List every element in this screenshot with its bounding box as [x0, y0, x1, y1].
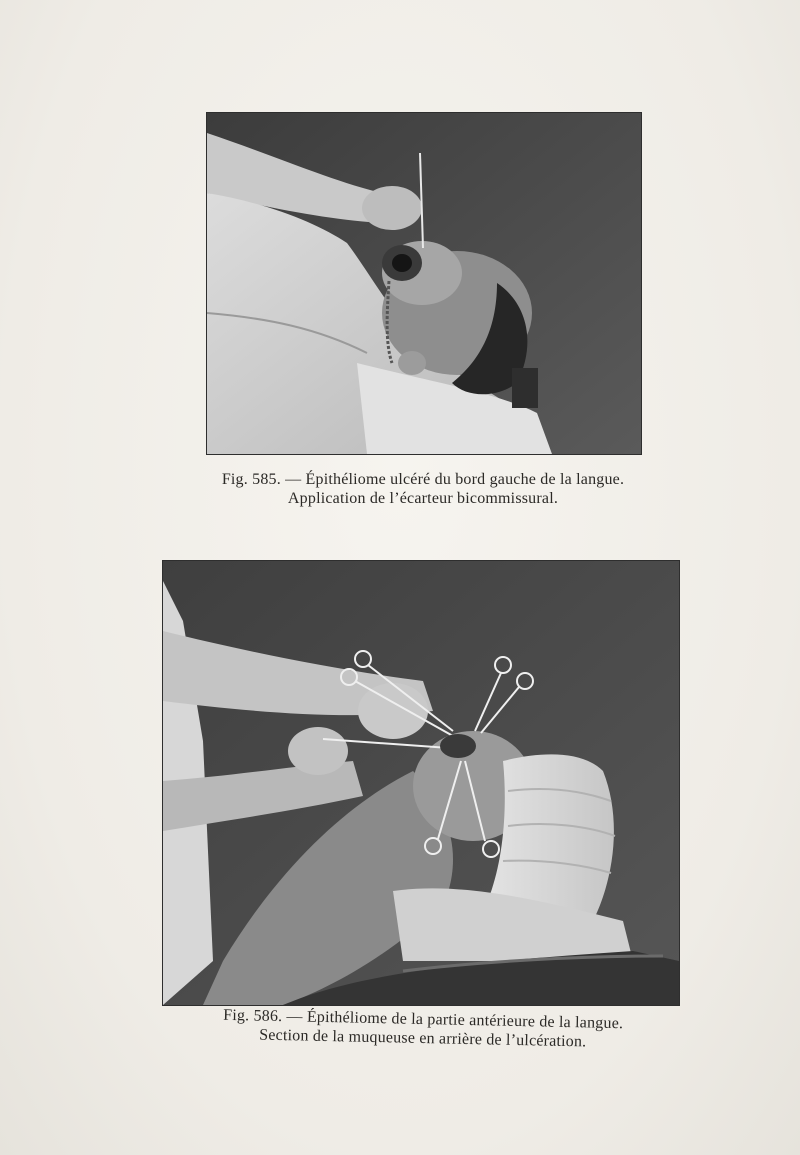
figure-585-caption-line-2: Application de l’écarteur bicommissural. [287, 490, 559, 507]
figure-586-photograph [162, 560, 680, 1006]
figure-585-caption-line-1: Fig. 585. — Épithéliome ulcéré du bord gauche de la langue. [221, 471, 625, 488]
figure-585-caption [150, 470, 696, 508]
figure-586-image [163, 561, 679, 1005]
figure-586-caption-line-2: Section de la muqueuse en arrière de l’ulcération. [259, 1026, 587, 1051]
figure-586-caption-line-1: Fig. 586. — Épithéliome de la partie antérieure de la langue. [223, 1006, 624, 1033]
figure-585-image [207, 113, 641, 454]
figure-586-caption [150, 1004, 697, 1053]
figure-585-photograph [206, 112, 642, 455]
